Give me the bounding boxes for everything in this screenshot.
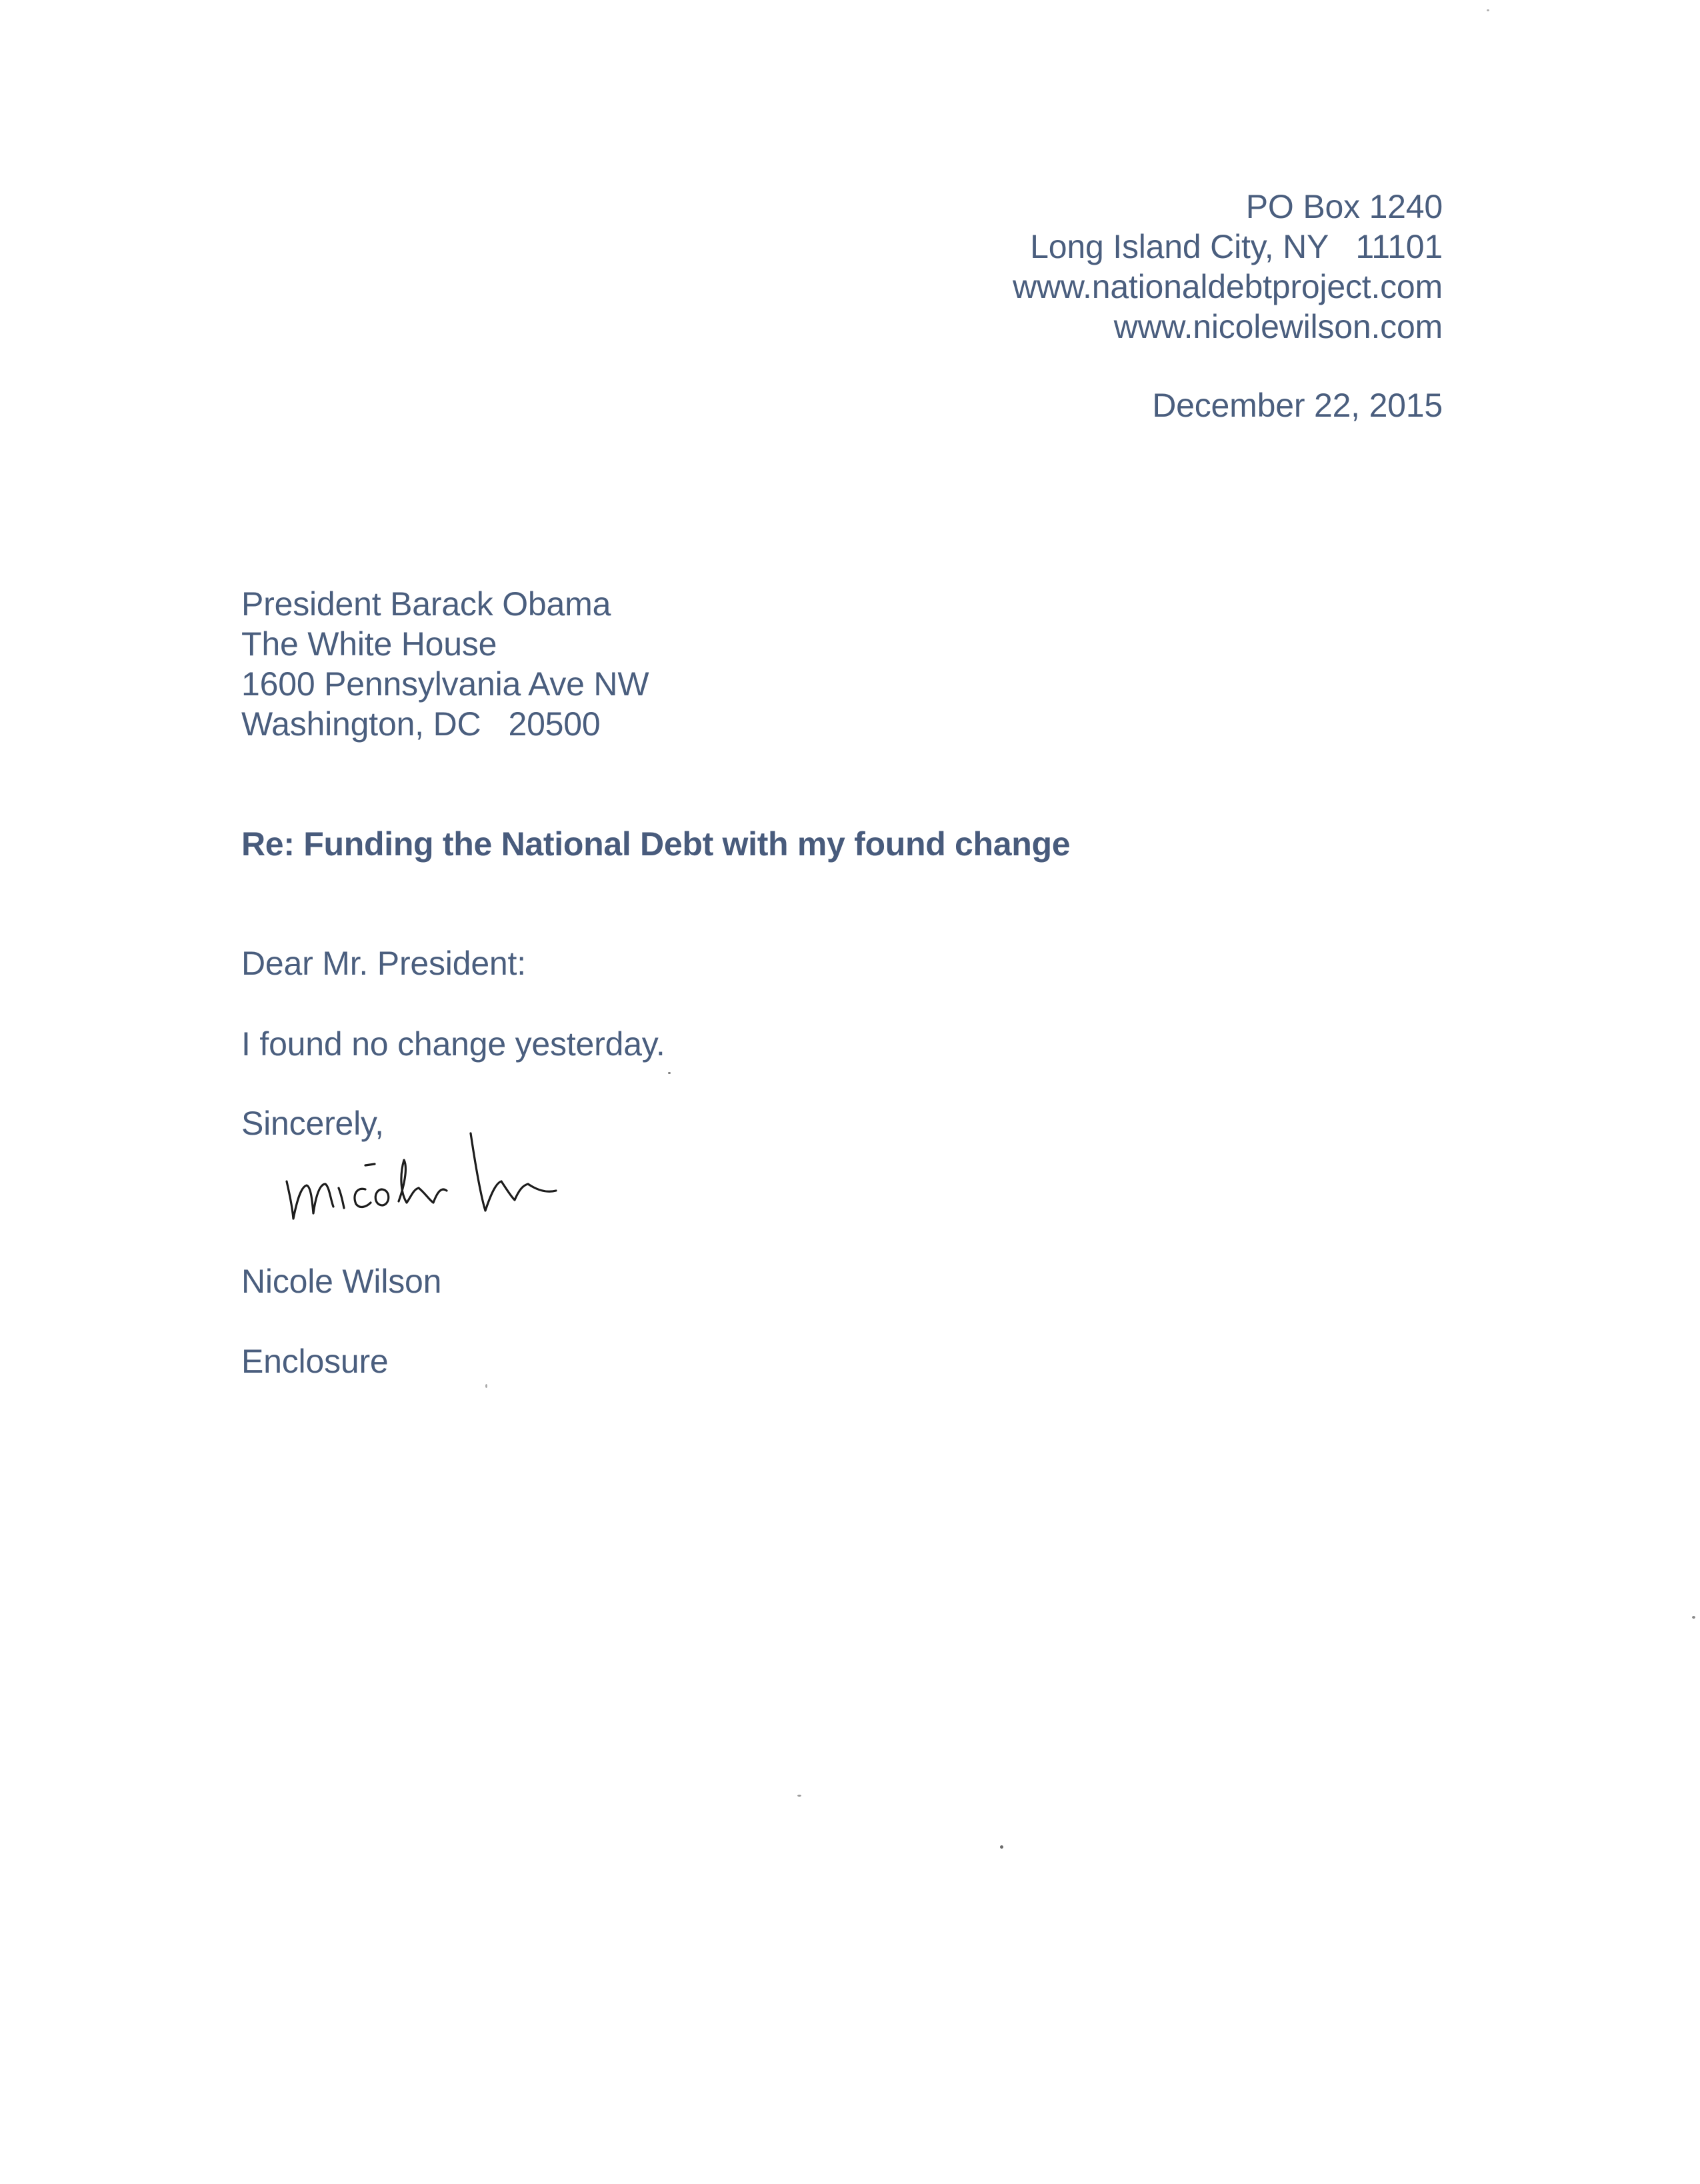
scan-speck [1692, 1616, 1695, 1619]
recipient-line-4: Washington, DC 20500 [241, 705, 601, 743]
sender-city-state-zip: Long Island City, NY 11101 [1030, 228, 1443, 265]
scan-speck [797, 1795, 801, 1797]
recipient-line-3: 1600 Pennsylvania Ave NW [241, 665, 649, 703]
letter-date: December 22, 2015 [1152, 387, 1443, 424]
handwritten-signature [267, 1120, 627, 1240]
scan-speck [485, 1384, 487, 1388]
sender-po-box: PO Box 1240 [1245, 188, 1443, 225]
enclosure-notation: Enclosure [241, 1343, 389, 1380]
closing: Sincerely, [241, 1105, 384, 1142]
letter-body: I found no change yesterday. [241, 1025, 665, 1063]
recipient-name: President Barack Obama [241, 585, 611, 623]
scan-speck [1000, 1845, 1003, 1849]
signer-name: Nicole Wilson [241, 1263, 442, 1300]
sender-website-1: www.nationaldebtproject.com [1013, 268, 1443, 305]
sender-website-2: www.nicolewilson.com [1113, 308, 1443, 345]
recipient-line-2: The White House [241, 625, 497, 663]
subject-line: Re: Funding the National Debt with my found change [241, 825, 1071, 863]
scan-speck [1487, 9, 1489, 11]
scan-speck [668, 1072, 671, 1074]
salutation: Dear Mr. President: [241, 945, 526, 982]
